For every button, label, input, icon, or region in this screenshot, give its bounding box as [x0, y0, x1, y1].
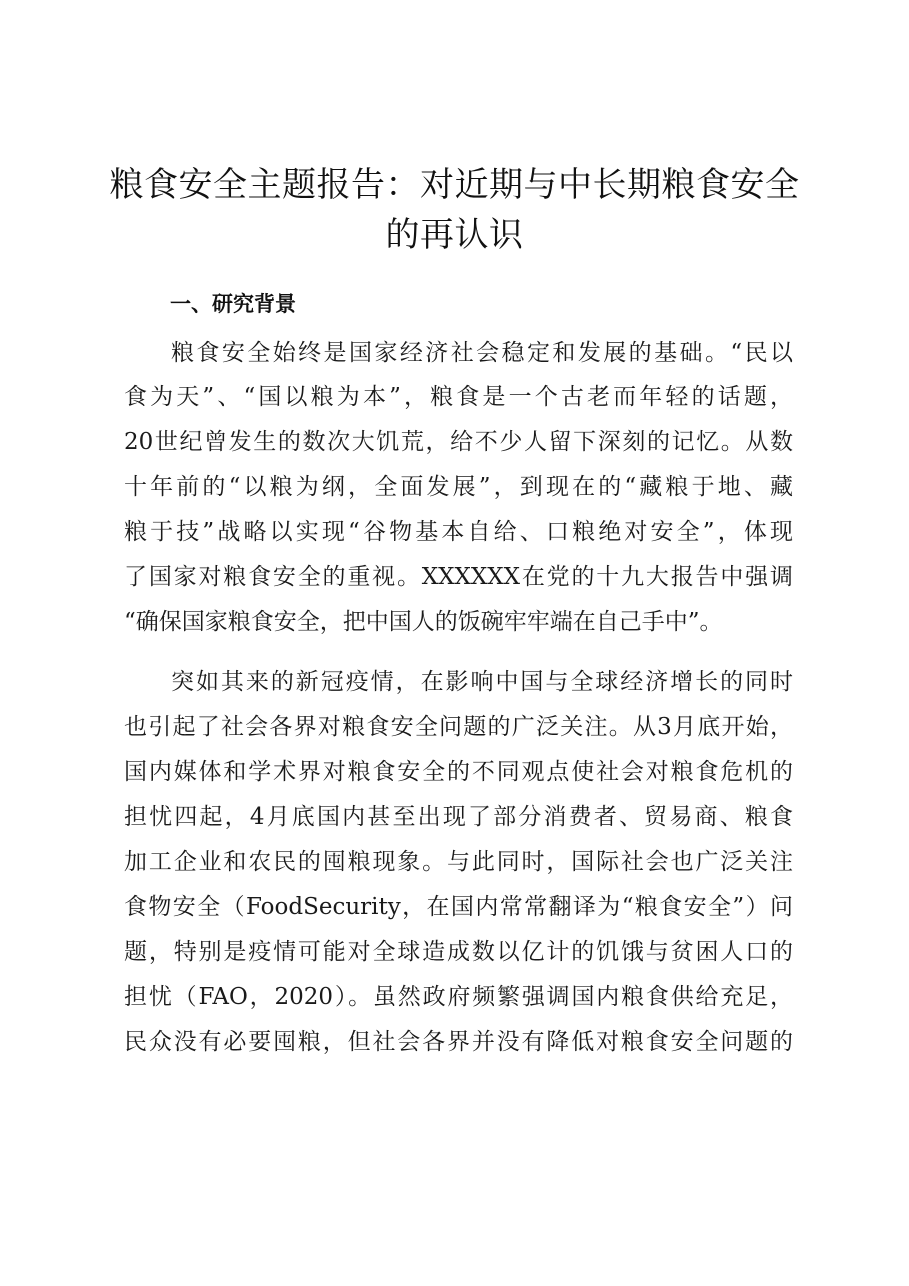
document-title	[100, 160, 809, 260]
paragraph-line: 题，特别是疫情可能对全球造成数以亿计的饥饿与贫困人口的	[124, 939, 793, 965]
paragraph-line: 食为天”、“国以粮为本”，粮食是一个古老而年轻的话题，	[124, 384, 793, 410]
paragraph-line: 加工企业和农民的囤粮现象。与此同时，国际社会也广泛关注	[124, 849, 793, 875]
paragraph-line: 20世纪曾发生的数次大饥荒，给不少人留下深刻的记忆。从数	[124, 429, 793, 455]
title-line: 的再认识	[385, 215, 524, 255]
paragraph-line: 国内媒体和学术界对粮食安全的不同观点使社会对粮食危机的	[124, 759, 793, 785]
paragraph-line: 突如其来的新冠疫情，在影响中国与全球经济增长的同时	[171, 669, 793, 695]
paragraph-line: 粮食安全始终是国家经济社会稳定和发展的基础。“民以	[171, 340, 793, 366]
paragraph-line: 担忧（FAO，2020）。虽然政府频繁强调国内粮食供给充足，	[124, 984, 793, 1010]
paragraph-line: 十年前的“以粮为纲，全面发展”，到现在的“藏粮于地、藏	[124, 474, 793, 500]
paragraph-line: 粮于技”战略以实现“谷物基本自给、口粮绝对安全”，体现	[124, 519, 793, 545]
paragraph-line: 了国家对粮食安全的重视。XXXXXX在党的十九大报告中强调	[124, 564, 793, 590]
paragraph-line: “确保国家粮食安全，把中国人的饭碗牢牢端在自己手中”。	[124, 609, 723, 635]
paragraph-line: 也引起了社会各界对粮食安全问题的广泛关注。从3月底开始，	[124, 714, 793, 740]
paragraph-line: 民众没有必要囤粮，但社会各界并没有降低对粮食安全问题的	[124, 1029, 793, 1055]
paragraph-line: 担忧四起，4月底国内甚至出现了部分消费者、贸易商、粮食	[124, 804, 793, 830]
title-line: 粮食安全主题报告：对近期与中长期粮食安全	[109, 165, 800, 205]
paragraph-line: 食物安全（FoodSecurity，在国内常常翻译为“粮食安全”）问	[124, 894, 793, 920]
section-heading: 一、研究背景	[170, 292, 296, 316]
